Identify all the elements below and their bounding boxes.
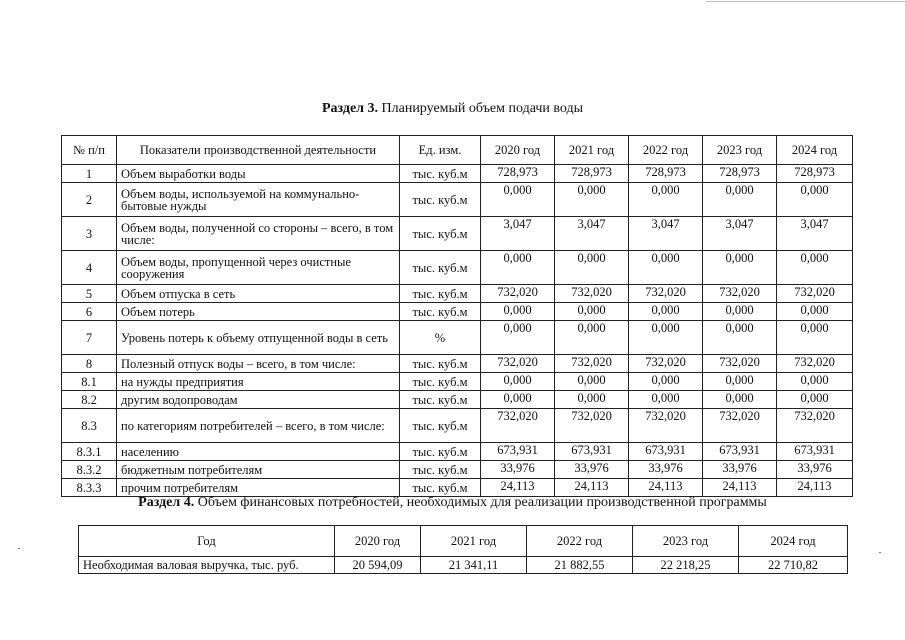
value-cell: 0,000	[481, 251, 555, 285]
indicator-name: Уровень потерь к объему отпущенной воды в сеть	[117, 321, 400, 355]
header-cell: 2024 год	[777, 136, 853, 165]
table-row	[62, 321, 853, 355]
row-number: 8.3.1	[62, 443, 117, 461]
indicator-name: Объем воды, полученной со стороны – всего, в том числе:	[117, 217, 400, 251]
scan-edge-line	[706, 1, 905, 2]
value-cell: 0,000	[555, 391, 629, 409]
value-cell: 673,931	[555, 443, 629, 461]
value-cell: 732,020	[703, 285, 777, 303]
value-cell: 0,000	[777, 251, 853, 285]
table-row	[62, 183, 853, 217]
header-cell: 2020 год	[335, 526, 421, 557]
value-cell: 728,973	[777, 165, 853, 183]
value-cell: 732,020	[777, 409, 853, 443]
value-cell: 0,000	[481, 391, 555, 409]
value-cell: 20 594,09	[335, 557, 421, 574]
indicator-name: бюджетным потребителям	[117, 461, 400, 479]
value-cell: 0,000	[481, 183, 555, 217]
scan-speck	[18, 548, 20, 549]
value-cell: 732,020	[481, 409, 555, 443]
value-cell: 732,020	[629, 285, 703, 303]
value-cell: 0,000	[481, 321, 555, 355]
value-cell: 732,020	[629, 355, 703, 373]
value-cell: 22 710,82	[739, 557, 848, 574]
value-cell: 732,020	[629, 409, 703, 443]
value-cell: 0,000	[703, 373, 777, 391]
section-4-label: Раздел 4.	[138, 495, 195, 510]
indicator-name: Объем воды, используемой на коммунально-бытовые нужды	[117, 183, 400, 217]
row-number: 8.3	[62, 409, 117, 443]
value-cell: 728,973	[703, 165, 777, 183]
indicator-name: Объем потерь	[117, 303, 400, 321]
table-row	[62, 373, 853, 391]
indicator-name: населению	[117, 443, 400, 461]
value-cell: 732,020	[703, 355, 777, 373]
value-cell: 0,000	[777, 391, 853, 409]
table-row	[62, 443, 853, 461]
row-number: 8.3.2	[62, 461, 117, 479]
value-cell: 673,931	[777, 443, 853, 461]
unit-cell: тыс. куб.м	[400, 479, 481, 497]
table-row	[79, 557, 848, 574]
header-cell: 2022 год	[629, 136, 703, 165]
header-cell: 2021 год	[421, 526, 527, 557]
row-number: 3	[62, 217, 117, 251]
value-cell: 22 218,25	[633, 557, 739, 574]
value-cell: 0,000	[703, 391, 777, 409]
water-supply-table	[61, 135, 853, 497]
table-row	[62, 355, 853, 373]
unit-cell: тыс. куб.м	[400, 165, 481, 183]
header-cell: 2020 год	[481, 136, 555, 165]
row-number: 2	[62, 183, 117, 217]
section-4-title	[0, 495, 905, 511]
value-cell: 728,973	[629, 165, 703, 183]
value-cell: 0,000	[703, 303, 777, 321]
value-cell: 0,000	[629, 251, 703, 285]
value-cell: 0,000	[703, 321, 777, 355]
financial-needs-table	[78, 525, 848, 574]
value-cell: 0,000	[555, 183, 629, 217]
row-number: 7	[62, 321, 117, 355]
value-cell: 732,020	[555, 409, 629, 443]
value-cell: 0,000	[777, 373, 853, 391]
header-cell: Показатели производственной деятельности	[117, 136, 400, 165]
row-number: 8.3.3	[62, 479, 117, 497]
value-cell: 0,000	[629, 183, 703, 217]
table-row	[62, 479, 853, 497]
unit-cell: тыс. куб.м	[400, 443, 481, 461]
value-cell: 3,047	[629, 217, 703, 251]
value-cell: 0,000	[481, 303, 555, 321]
value-cell: 21 341,11	[421, 557, 527, 574]
value-cell: 33,976	[481, 461, 555, 479]
value-cell: 732,020	[777, 355, 853, 373]
value-cell: 673,931	[703, 443, 777, 461]
value-cell: 3,047	[777, 217, 853, 251]
table-row	[62, 391, 853, 409]
value-cell: 24,113	[703, 479, 777, 497]
value-cell: 0,000	[703, 251, 777, 285]
table-row	[62, 303, 853, 321]
value-cell: 3,047	[703, 217, 777, 251]
indicator-name: по категориям потребителей – всего, в том числе:	[117, 409, 400, 443]
unit-cell: тыс. куб.м	[400, 373, 481, 391]
value-cell: 0,000	[481, 373, 555, 391]
row-number: 6	[62, 303, 117, 321]
indicator-name: другим водопроводам	[117, 391, 400, 409]
unit-cell: %	[400, 321, 481, 355]
value-cell: 24,113	[481, 479, 555, 497]
value-cell: 732,020	[555, 355, 629, 373]
table-header-row	[79, 526, 848, 557]
row-number: 5	[62, 285, 117, 303]
value-cell: 728,973	[555, 165, 629, 183]
value-cell: 0,000	[555, 251, 629, 285]
unit-cell: тыс. куб.м	[400, 355, 481, 373]
unit-cell: тыс. куб.м	[400, 183, 481, 217]
value-cell: 732,020	[481, 355, 555, 373]
table-row	[62, 285, 853, 303]
indicator-name: на нужды предприятия	[117, 373, 400, 391]
table-header-row	[62, 136, 853, 165]
value-cell: 0,000	[777, 183, 853, 217]
value-cell: 24,113	[629, 479, 703, 497]
row-number: 8.1	[62, 373, 117, 391]
unit-cell: тыс. куб.м	[400, 251, 481, 285]
header-cell: 2023 год	[703, 136, 777, 165]
indicator-name: прочим потребителям	[117, 479, 400, 497]
table-row	[62, 461, 853, 479]
header-cell: Ед. изм.	[400, 136, 481, 165]
unit-cell: тыс. куб.м	[400, 461, 481, 479]
value-cell: 0,000	[555, 303, 629, 321]
value-cell: 21 882,55	[527, 557, 633, 574]
value-cell: 0,000	[629, 303, 703, 321]
value-cell: 673,931	[481, 443, 555, 461]
value-cell: 3,047	[555, 217, 629, 251]
value-cell: 732,020	[777, 285, 853, 303]
value-cell: 0,000	[777, 321, 853, 355]
value-cell: 33,976	[777, 461, 853, 479]
header-cell: 2024 год	[739, 526, 848, 557]
table-row	[62, 251, 853, 285]
header-cell: № п/п	[62, 136, 117, 165]
header-cell: 2023 год	[633, 526, 739, 557]
value-cell: 732,020	[481, 285, 555, 303]
row-number: 8	[62, 355, 117, 373]
value-cell: 33,976	[703, 461, 777, 479]
table-row	[62, 409, 853, 443]
row-number: 8.2	[62, 391, 117, 409]
table-row	[62, 217, 853, 251]
section-4-text: Объем финансовых потребностей, необходимых для реализации производственной программы	[194, 495, 767, 510]
value-cell: 0,000	[629, 373, 703, 391]
value-cell: 33,976	[629, 461, 703, 479]
section-3-text: Планируемый объем подачи воды	[378, 101, 584, 116]
scan-speck	[879, 552, 881, 553]
value-cell: 24,113	[777, 479, 853, 497]
value-cell: 0,000	[629, 391, 703, 409]
indicator-name: Объем воды, пропущенной через очистные сооружения	[117, 251, 400, 285]
value-cell: 33,976	[555, 461, 629, 479]
unit-cell: тыс. куб.м	[400, 303, 481, 321]
table-row	[62, 165, 853, 183]
header-cell: 2022 год	[527, 526, 633, 557]
value-cell: 0,000	[703, 183, 777, 217]
value-cell: 728,973	[481, 165, 555, 183]
indicator-name: Полезный отпуск воды – всего, в том числе:	[117, 355, 400, 373]
value-cell: 0,000	[629, 321, 703, 355]
value-cell: 3,047	[481, 217, 555, 251]
section-3-label: Раздел 3.	[321, 101, 379, 116]
value-cell: 0,000	[555, 373, 629, 391]
header-cell: 2021 год	[555, 136, 629, 165]
value-cell: 732,020	[703, 409, 777, 443]
unit-cell: тыс. куб.м	[400, 409, 481, 443]
indicator-name: Объем выработки воды	[117, 165, 400, 183]
row-label: Необходимая валовая выручка, тыс. руб.	[79, 557, 335, 574]
row-number: 1	[62, 165, 117, 183]
unit-cell: тыс. куб.м	[400, 217, 481, 251]
header-cell: Год	[79, 526, 335, 557]
value-cell: 673,931	[629, 443, 703, 461]
value-cell: 732,020	[555, 285, 629, 303]
section-3-title	[0, 101, 905, 117]
row-number: 4	[62, 251, 117, 285]
indicator-name: Объем отпуска в сеть	[117, 285, 400, 303]
unit-cell: тыс. куб.м	[400, 391, 481, 409]
value-cell: 0,000	[555, 321, 629, 355]
value-cell: 0,000	[777, 303, 853, 321]
value-cell: 24,113	[555, 479, 629, 497]
unit-cell: тыс. куб.м	[400, 285, 481, 303]
